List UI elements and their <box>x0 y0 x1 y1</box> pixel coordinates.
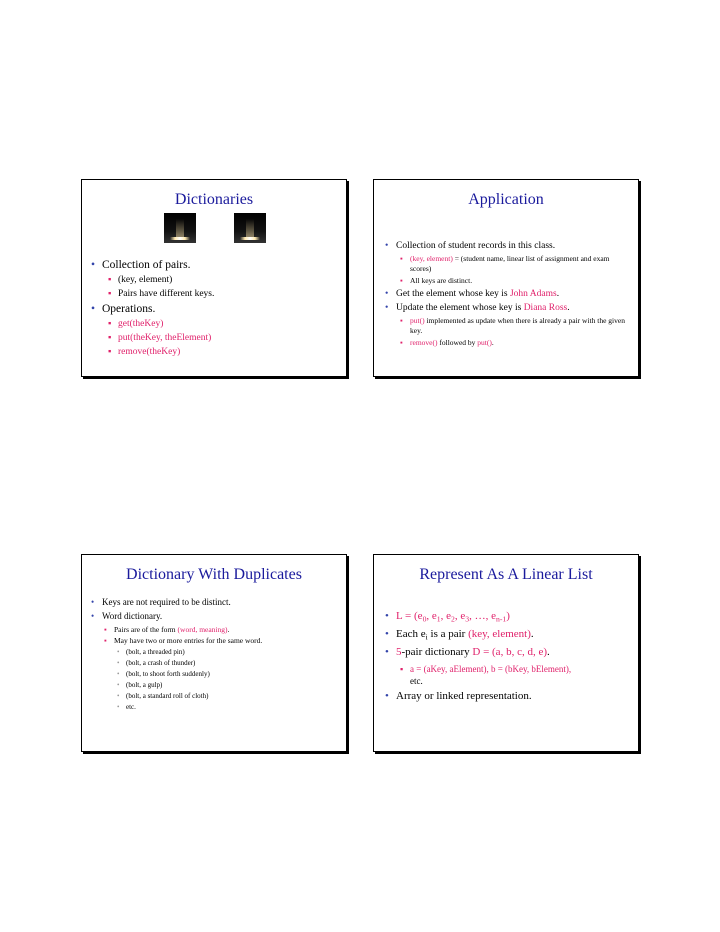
sub-bullet <box>410 663 630 687</box>
text: followed by <box>437 338 478 347</box>
text: is a pair <box>427 628 469 640</box>
entry-item: • (bolt, a standard roll of cloth) <box>126 691 338 701</box>
entry-item: • (bolt, a threaded pin) <box>126 647 338 657</box>
text: . <box>556 289 560 299</box>
slide-dictionaries <box>81 179 347 377</box>
highlight-text: remove() <box>410 338 438 347</box>
text: implemented as update when there is already a pair with the given key. <box>410 316 625 335</box>
highlight-text: John Adams <box>509 289 557 299</box>
highlight-text: put() <box>410 316 425 325</box>
bullet: • Array or linked representation. <box>396 689 630 704</box>
subscript: 1 <box>436 614 441 624</box>
text: = (student name, linear list of assignment and exam scores) <box>410 254 610 273</box>
highlight-text: Diana Ross <box>523 303 568 313</box>
subscript: i <box>425 632 428 642</box>
bullet: • Operations. <box>102 302 338 316</box>
subscript: n-1 <box>496 614 507 624</box>
text: . <box>530 628 534 640</box>
slide-title: Application <box>468 191 544 208</box>
text: , e <box>426 610 437 622</box>
text: , e <box>440 610 452 622</box>
text: Update the element whose key is <box>396 303 524 313</box>
sub-bullet: ▪ remove(theKey) <box>118 346 338 358</box>
bullet <box>396 627 630 642</box>
text: Each e <box>396 628 426 640</box>
slide-title: Dictionary With Duplicates <box>126 566 302 583</box>
sub-bullet: ▪ put(theKey, theElement) <box>118 332 338 344</box>
sub-bullet: ▪ (key, element) <box>118 274 338 286</box>
bullet <box>396 302 630 314</box>
highlight-text: put() <box>477 338 492 347</box>
sub-bullet <box>410 316 630 336</box>
slide-linear-list <box>373 554 639 752</box>
text: , …, e <box>469 610 496 622</box>
bullet <box>396 609 630 624</box>
bullet: • Keys are not required to be distinct. <box>102 597 338 608</box>
bullet: • Word dictionary. <box>102 611 338 622</box>
sub-bullet <box>410 254 630 274</box>
bullet: • Collection of student records in this class. <box>396 240 630 252</box>
text: -pair dictionary <box>401 646 473 658</box>
sub-bullet: ▪ get(theKey) <box>118 318 338 330</box>
sub-bullet <box>114 625 338 635</box>
sub-bullet <box>410 338 630 348</box>
sub-bullet: ▪ Pairs have different keys. <box>118 288 338 300</box>
text: . <box>491 338 494 347</box>
text: . <box>547 646 550 658</box>
text: Pairs are of the form <box>114 625 178 634</box>
slide-duplicates <box>81 554 347 752</box>
subscript: 0 <box>422 614 427 624</box>
entry-item: • (bolt, a crash of thunder) <box>126 658 338 668</box>
text: etc. <box>410 676 423 686</box>
entry-item: • etc. <box>126 702 338 712</box>
entry-item: • (bolt, to shoot forth suddenly) <box>126 669 338 679</box>
highlight-text: D = (a, b, c, d, e) <box>472 646 547 658</box>
subscript: 3 <box>465 614 470 624</box>
slide-body <box>102 595 338 713</box>
slide-body <box>396 607 630 707</box>
highlight-text: 5 <box>396 646 402 658</box>
slide-body <box>396 238 630 350</box>
sub-bullet: ▪ All keys are distinct. <box>410 276 630 286</box>
highlight-text: (key, element) <box>410 254 453 263</box>
bullet <box>396 645 630 660</box>
text: . <box>567 303 570 313</box>
spotlight-image-right <box>234 213 266 243</box>
text: . <box>227 625 230 634</box>
slide-title: Represent As A Linear List <box>419 566 593 583</box>
entry-item: • (bolt, a gulp) <box>126 680 338 690</box>
highlight-text: (word, meaning) <box>177 625 228 634</box>
sub-bullet: ▪ May have two or more entries for the same word. <box>114 636 338 646</box>
spotlight-image-left <box>164 213 196 243</box>
text: Get the element whose key is <box>396 289 510 299</box>
bullet: • Collection of pairs. <box>102 258 338 272</box>
slide-application <box>373 179 639 377</box>
text: , e <box>454 610 466 622</box>
slide-title: Dictionaries <box>174 191 254 208</box>
text: ) <box>506 610 510 622</box>
slide-body <box>102 256 338 360</box>
highlight-text: (key, element) <box>468 628 531 640</box>
bullet <box>396 288 630 300</box>
text: L = (e <box>396 610 423 622</box>
highlight-text: a = (aKey, aElement), b = (bKey, bElement), <box>410 664 572 674</box>
subscript: 2 <box>451 614 455 624</box>
